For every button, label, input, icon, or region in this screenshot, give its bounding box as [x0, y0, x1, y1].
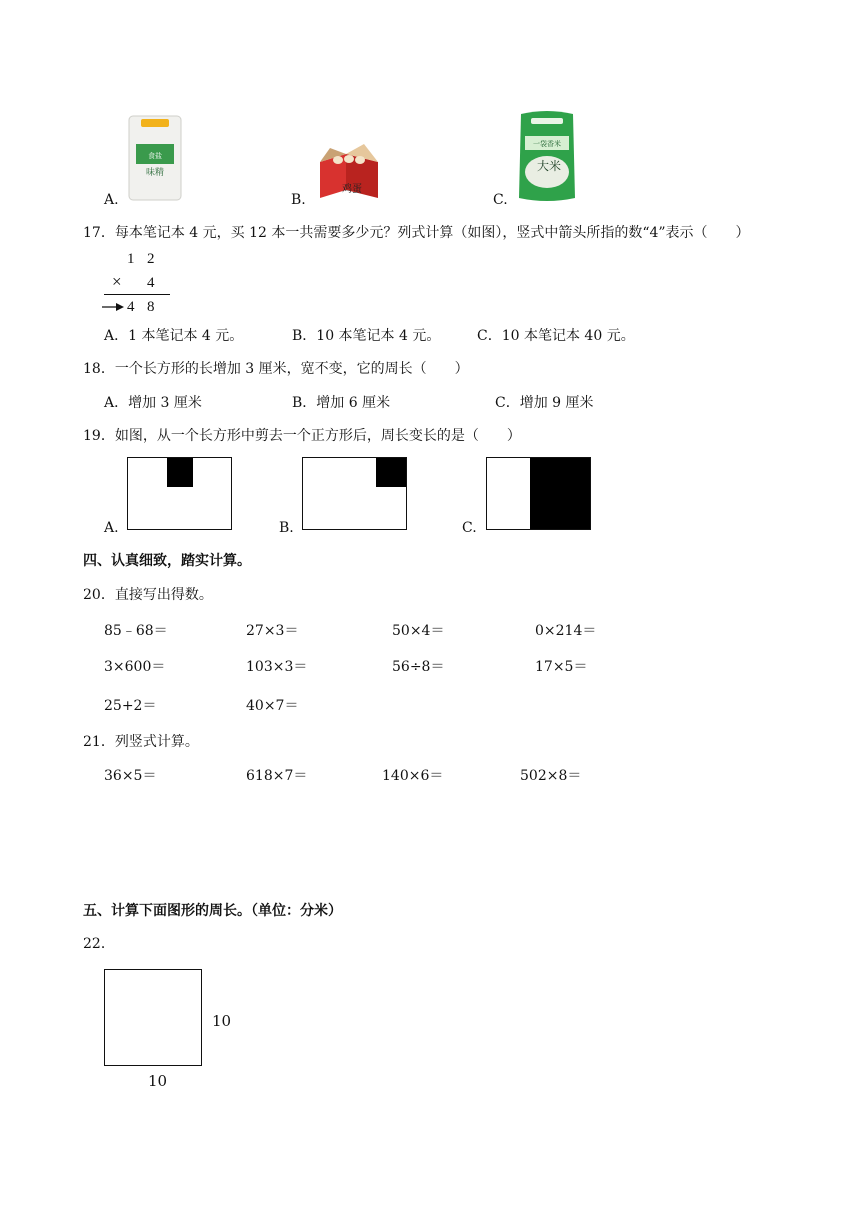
calc-item: 3×600＝ [104, 659, 166, 675]
rice-bag-image [515, 108, 579, 204]
q19-option-c-label: C. [462, 520, 477, 536]
q17-option-c: C．10 本笔记本 40 元。 [477, 328, 635, 344]
salt-bag-image [127, 114, 183, 202]
salt-pkg-line2: 味精 [145, 168, 165, 178]
calc-item: 0×214＝ [535, 623, 597, 639]
q19-option-b-label: B. [279, 520, 294, 536]
times-sign: × [112, 272, 122, 291]
calc-item: 56÷8＝ [392, 659, 445, 675]
q19-figure-a [127, 457, 232, 530]
calc-item: 40×7＝ [246, 698, 299, 714]
calc-item: 27×3＝ [246, 623, 299, 639]
section-5-heading: 五、计算下面图形的周长。（单位：分米） [83, 903, 342, 919]
calc-item: 502×8＝ [520, 768, 582, 784]
calc-item: 85﹣68＝ [104, 623, 168, 639]
egg-box-image [316, 140, 382, 204]
question-21: 21．列竖式计算。 [83, 734, 199, 750]
egg-box-text: 鸡蛋 [342, 184, 362, 195]
square-figure [104, 969, 202, 1066]
question-17: 17．每本笔记本 4 元，买 12 本一共需要多少元？列式计算（如图），竖式中箭头所指的数“4”表示（ ） [83, 225, 750, 241]
calc-item: 25+2＝ [104, 698, 157, 714]
calc-item: 140×6＝ [382, 768, 444, 784]
cut-square [167, 458, 193, 487]
q18-option-b: B．增加 6 厘米 [292, 395, 391, 411]
side-length-bottom: 10 [148, 1072, 168, 1090]
option-letter: A. [104, 192, 119, 208]
q17-option-a: A．1 本笔记本 4 元。 [104, 328, 244, 344]
calc-item: 36×5＝ [104, 768, 157, 784]
cut-square [530, 458, 590, 529]
arrow-icon [100, 300, 126, 314]
question-18: 18．一个长方形的长增加 3 厘米，宽不变，它的周长（ ） [83, 361, 469, 377]
q17-option-b: B．10 本笔记本 4 元。 [292, 328, 441, 344]
option-letter: B. [291, 192, 306, 208]
sum-line [104, 294, 170, 295]
rice-pkg-line2: 大米 [536, 159, 562, 173]
q19-figure-c [486, 457, 591, 530]
section-4-heading: 四、认真细致，踏实计算。 [83, 553, 251, 569]
calc-item: 17×5＝ [535, 659, 588, 675]
question-22: 22． [83, 936, 115, 952]
digit: 1 [127, 251, 135, 267]
q19-option-a-label: A. [104, 520, 119, 536]
calc-item: 50×4＝ [392, 623, 445, 639]
calc-item: 618×7＝ [246, 768, 308, 784]
digit: 4 [147, 275, 155, 291]
digit: 2 [147, 251, 155, 267]
question-20: 20．直接写出得数。 [83, 587, 213, 603]
q18-option-a: A．增加 3 厘米 [104, 395, 202, 411]
q19-figure-b [302, 457, 407, 530]
cut-square [376, 458, 406, 487]
rice-pkg-line1: 一袋香米 [533, 140, 561, 148]
salt-pkg-line1: 食盐 [148, 152, 162, 160]
calc-item: 103×3＝ [246, 659, 308, 675]
side-length-right: 10 [212, 1012, 232, 1030]
q18-option-c: C．增加 9 厘米 [495, 395, 594, 411]
option-letter: C. [493, 192, 508, 208]
digit: 8 [147, 299, 155, 315]
arrow-digit: 4 [127, 299, 135, 315]
question-19: 19．如图，从一个长方形中剪去一个正方形后，周长变长的是（ ） [83, 428, 521, 444]
